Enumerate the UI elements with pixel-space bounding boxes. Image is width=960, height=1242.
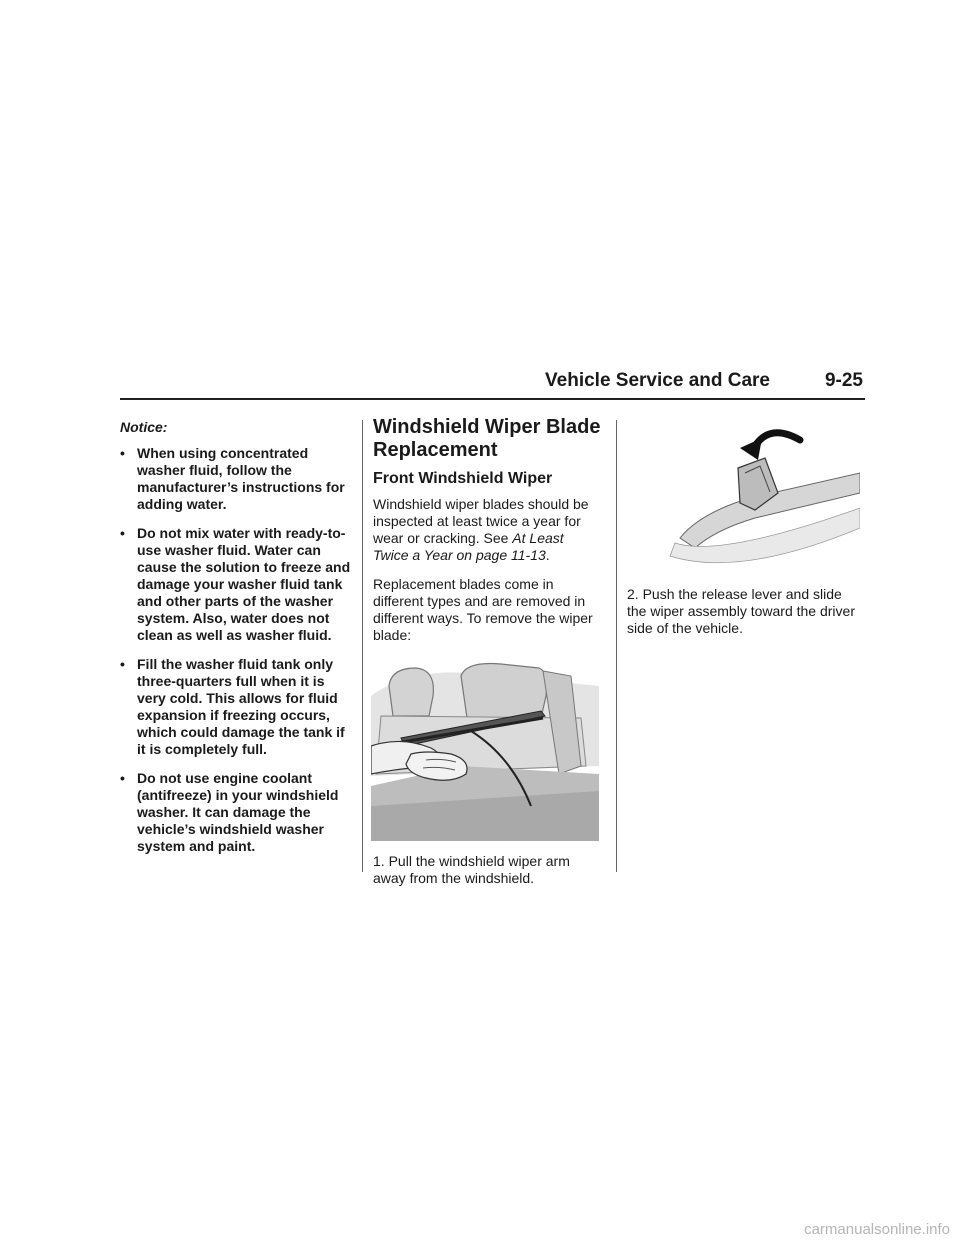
bullet-icon: • — [120, 525, 125, 541]
middle-column — [373, 410, 601, 887]
paragraph-inspection: Windshield wiper blades should be inspected at least twice a year for wear or cracking. See At Least Twice a Year on page 11-13. — [373, 496, 589, 563]
step-2 — [627, 586, 865, 637]
wiper-release-lever-illustration — [660, 418, 860, 568]
page-reference-link[interactable]: At Least Twice a Year on page 11-13 — [373, 530, 564, 563]
step-text: Pull the windshield wiper arm away from the windshield. — [373, 853, 570, 886]
bullet-icon: • — [120, 445, 125, 461]
page-number: 9-25 — [824, 370, 863, 391]
right-column — [627, 418, 865, 637]
step-1 — [373, 853, 601, 887]
watermark: carmanualsonline.info — [804, 1221, 950, 1238]
section-heading: Windshield Wiper Blade Replacement — [373, 416, 601, 461]
page-header — [120, 368, 865, 400]
column-divider — [616, 420, 617, 872]
step-text: Push the release lever and slide the wiper assembly toward the driver side of the vehicle. — [627, 586, 855, 636]
list-item: • Fill the washer fluid tank only three-quarters full when it is very cold. This allows for fluid expansion if freezing occurs, which could damage the tank if it is completely full. — [120, 656, 345, 757]
notice-list — [120, 445, 352, 855]
wiper-arm-illustration — [371, 656, 599, 841]
step-number: 1. — [373, 853, 385, 869]
notice-label: Notice: — [120, 419, 168, 435]
column-divider — [362, 420, 363, 872]
step-number: 2. — [627, 586, 639, 602]
list-item: • Do not mix water with ready-to-use washer fluid. Water can cause the solution to freeze and damage your washer fluid tank and other parts of the washer system. Also, water does not clean as well as washer fluid. — [120, 525, 351, 643]
list-item: • Do not use engine coolant (antifreeze) in your windshield washer. It can damage the vehicle’s windshield washer system and paint. — [120, 770, 339, 854]
left-column — [120, 410, 352, 867]
bullet-icon: • — [120, 656, 125, 672]
section-title: Vehicle Service and Care — [545, 370, 770, 391]
paragraph-types: Replacement blades come in different types and are removed in different ways. To remove the wiper blade: — [373, 576, 593, 643]
list-item: • When using concentrated washer fluid, follow the manufacturer’s instructions for adding water. — [120, 445, 345, 512]
bullet-icon: • — [120, 770, 125, 786]
subsection-heading: Front Windshield Wiper — [373, 470, 553, 487]
